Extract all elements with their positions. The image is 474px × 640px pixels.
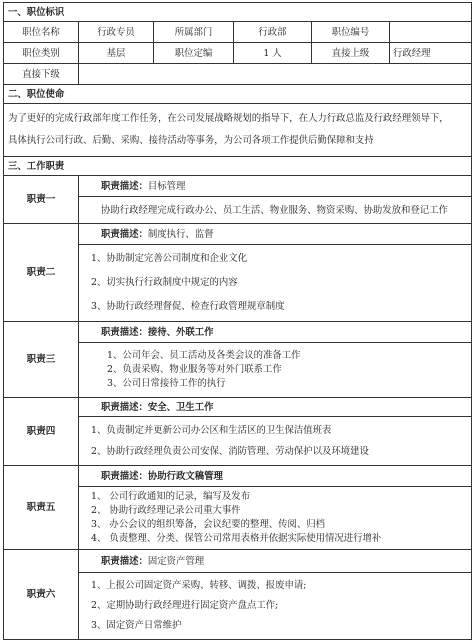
- duty-4-description: 职责描述：安全、卫生工作: [79, 398, 472, 417]
- job-code-label: 职位编号: [312, 22, 390, 43]
- duty-2-description: 职责描述：制度执行、监督: [79, 224, 472, 245]
- job-category-value: 基层: [79, 43, 154, 64]
- duty-2-label: 职责二: [4, 224, 79, 322]
- list-item: 3、固定资产日常维护: [91, 620, 182, 631]
- duty-3-label: 职责三: [4, 322, 79, 398]
- department-label: 所属部门: [154, 22, 234, 43]
- job-name-label: 职位名称: [4, 22, 79, 43]
- duty-6-items: [79, 573, 472, 640]
- duty-4-items: [79, 417, 472, 466]
- list-item: 1、公司年会、员工活动及各类会议的准备工作: [107, 350, 301, 361]
- job-code-value: [390, 22, 472, 43]
- department-value: 行政部: [234, 22, 312, 43]
- mission-line: 具体执行公司行政、后勤、采购、接待活动等事务，为公司各项工作提供后勤保障和支持: [8, 135, 374, 146]
- mission-text: [4, 104, 472, 157]
- mission-line: 为了更好的完成行政部年度工作任务，在公司发展战略规划的指导下，在人力行政总监及行政经理领导下，: [8, 113, 449, 124]
- job-name-value: 行政专员: [79, 22, 154, 43]
- duty-2-items: [79, 245, 472, 322]
- list-item: 2、定期协助行政经理进行固定资产盘点工作;: [91, 600, 279, 611]
- list-item: 1、负责制定并更新公司办公区和生活区的卫生保洁值班表: [91, 425, 332, 436]
- headcount-value: 1 人: [234, 43, 312, 64]
- duty-1-description: 职责描述：目标管理: [79, 176, 472, 197]
- list-item: 3、 办公会议的组织筹备，会议纪要的整理、传阅、归档: [91, 519, 325, 530]
- headcount-label: 职位定编: [154, 43, 234, 64]
- direct-subordinate-label: 直接下级: [4, 64, 79, 85]
- list-item: 2、协助行政经理负责公司安保、消防管理、劳动保护以及环境建设: [91, 446, 369, 457]
- duty-1-label: 职责一: [4, 176, 79, 224]
- section-title-mission: 二、职位使命: [4, 85, 472, 104]
- list-item: 1、 公司行政通知的记录，编写及发布: [91, 491, 250, 502]
- duty-3-description: 职责描述：接待、外联工作: [79, 322, 472, 343]
- list-item: 1、上报公司固定资产采购、转移、调拨、报废申请;: [91, 580, 307, 591]
- duty-5-description: 职责描述：协助行政文稿管理: [79, 466, 472, 487]
- job-category-label: 职位类别: [4, 43, 79, 64]
- list-item: 3、公司日常接待工作的执行: [107, 378, 226, 389]
- list-item: 3、协助行政经理督促、检查行政管理规章制度: [91, 301, 285, 312]
- list-item: 2、切实执行行政制度中规定的内容: [91, 277, 238, 288]
- duty-1-items: 协助行政经理完成行政办公、员工生活、物业服务、物资采购、协助发放和登记工作: [79, 197, 472, 224]
- direct-superior-value: 行政经理: [390, 43, 472, 64]
- duty-5-label: 职责五: [4, 466, 79, 550]
- duty-4-label: 职责四: [4, 398, 79, 466]
- direct-superior-label: 直接上级: [312, 43, 390, 64]
- direct-subordinate-value: [79, 64, 472, 85]
- job-description-document: [3, 2, 471, 640]
- list-item: 1、协助制定完善公司制度和企业文化: [91, 253, 247, 264]
- duty-3-items: [79, 343, 472, 398]
- list-item: 2、负责采购、物业服务等对外门联系工作: [107, 364, 282, 375]
- duty-6-description: 职责描述：固定资产管理: [79, 550, 472, 573]
- section-title-duties: 三、工作职责: [4, 157, 472, 176]
- job-description-table: [3, 2, 472, 640]
- duty-6-label: 职责六: [4, 550, 79, 640]
- section-title-identity: 一、职位标识: [4, 3, 472, 22]
- duty-5-items: [79, 487, 472, 550]
- list-item: 4、 负责整理、分类、保管公司常用表格并依据实际使用情况进行增补: [91, 533, 382, 544]
- list-item: 2、 协助行政经理记录公司重大事件: [91, 505, 241, 516]
